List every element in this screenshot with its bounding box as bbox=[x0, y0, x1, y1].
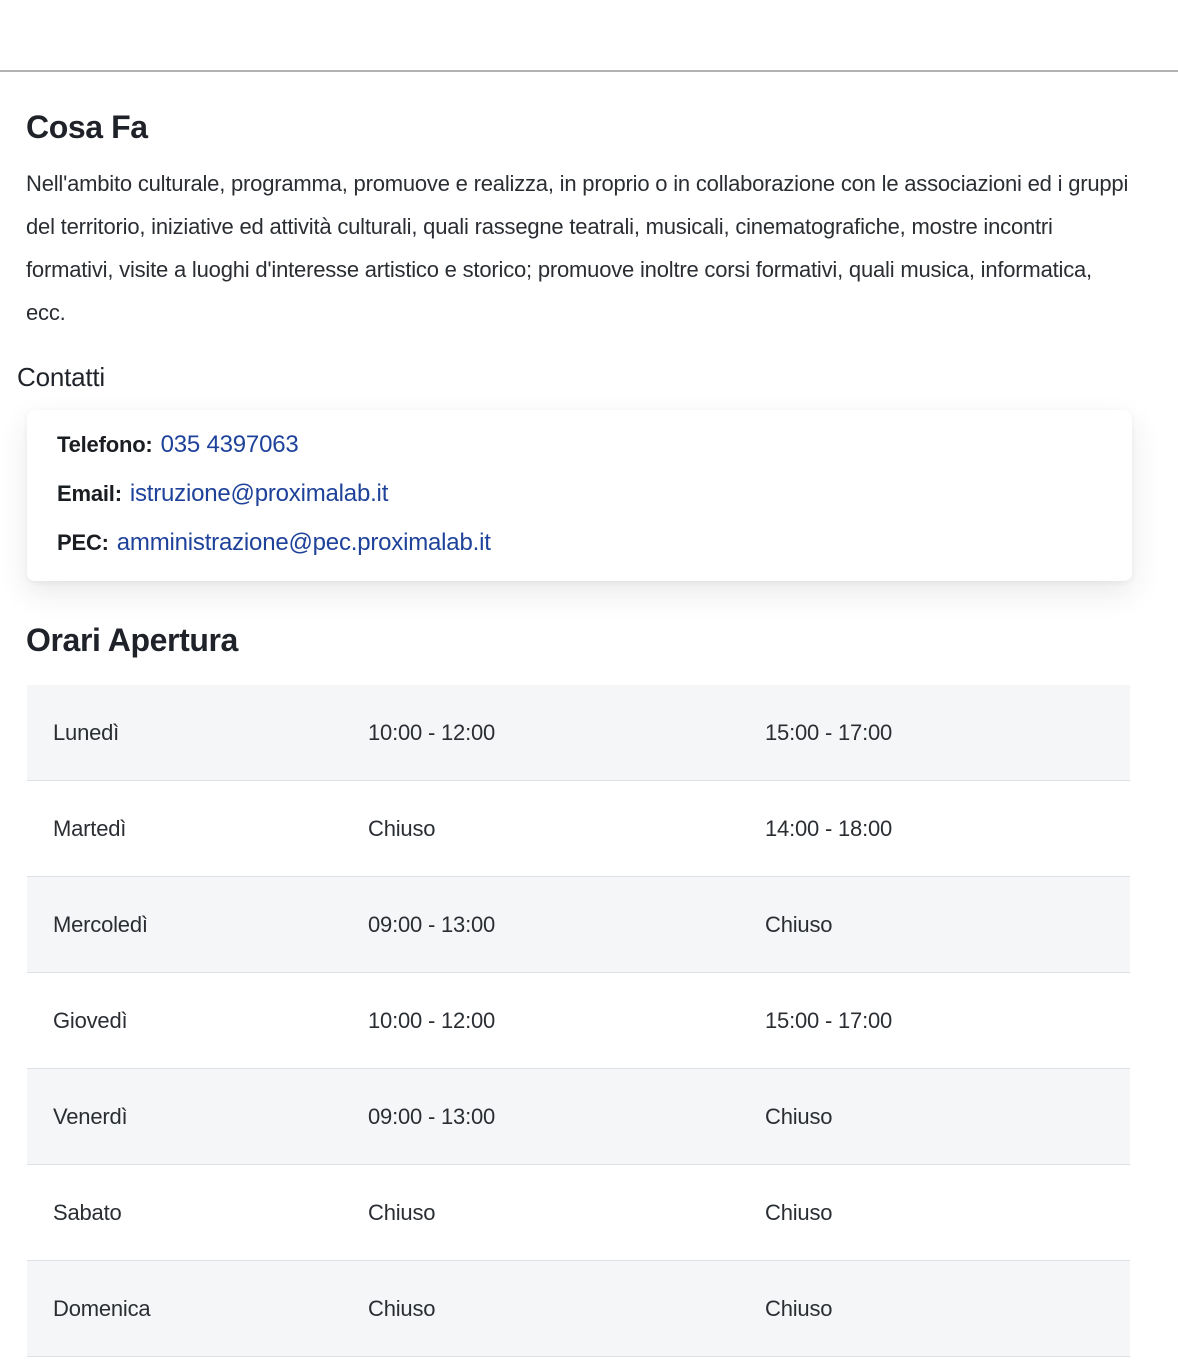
hours-cell-morning: Chiuso bbox=[368, 1199, 436, 1225]
hours-cell-day: Mercoledì bbox=[53, 911, 148, 937]
contact-label: PEC: bbox=[57, 530, 109, 555]
hours-cell-day: Giovedì bbox=[53, 1007, 128, 1033]
hours-cell-morning: 09:00 - 13:00 bbox=[368, 911, 496, 937]
cosa-fa-title: Cosa Fa bbox=[26, 109, 148, 145]
hours-cell-morning: 10:00 - 12:00 bbox=[368, 1007, 496, 1033]
contact-link[interactable]: istruzione@proximalab.it bbox=[129, 480, 389, 507]
orari-apertura-title: Orari Apertura bbox=[26, 622, 238, 658]
hours-row bbox=[27, 877, 1130, 973]
hours-cell-day: Martedì bbox=[53, 815, 127, 841]
hours-row bbox=[27, 1261, 1130, 1357]
section-contatti bbox=[0, 360, 1178, 581]
section-divider bbox=[0, 70, 1178, 72]
contact-card bbox=[27, 410, 1132, 581]
hours-cell-morning: 09:00 - 13:00 bbox=[368, 1103, 496, 1129]
hours-cell-morning: 10:00 - 12:00 bbox=[368, 719, 496, 745]
hours-row bbox=[27, 1069, 1130, 1165]
hours-cell-day: Venerdì bbox=[53, 1103, 128, 1129]
opening-hours-table bbox=[27, 685, 1130, 1357]
contact-row bbox=[57, 471, 1102, 520]
hours-cell-afternoon: 14:00 - 18:00 bbox=[765, 815, 893, 841]
hours-cell-afternoon: 15:00 - 17:00 bbox=[765, 719, 893, 745]
hours-cell-afternoon: Chiuso bbox=[765, 1295, 833, 1321]
hours-row bbox=[27, 781, 1130, 877]
cosa-fa-description: Nell'ambito culturale, programma, promuove e realizza, in proprio o in collaborazione con le associazioni ed i gruppi del territorio, iniziative ed attività culturali, quali rassegne teatrali, musicali, cinematografiche, mostre incontri formativi, visite a luoghi d'interesse artistico e storico; promuove inoltre corsi formativi, quali musica, informatica, ecc. bbox=[26, 171, 1129, 325]
section-cosa-fa bbox=[0, 106, 1178, 334]
hours-cell-day: Sabato bbox=[53, 1199, 122, 1225]
contact-row bbox=[57, 422, 1102, 471]
hours-cell-afternoon: Chiuso bbox=[765, 1199, 833, 1225]
hours-row bbox=[27, 1165, 1130, 1261]
hours-row bbox=[27, 973, 1130, 1069]
hours-row bbox=[27, 685, 1130, 781]
section-orari-apertura bbox=[0, 619, 1178, 1357]
contact-label: Email: bbox=[57, 481, 122, 506]
hours-cell-morning: Chiuso bbox=[368, 1295, 436, 1321]
hours-cell-day: Domenica bbox=[53, 1295, 151, 1321]
hours-cell-afternoon: Chiuso bbox=[765, 1103, 833, 1129]
hours-cell-afternoon: 15:00 - 17:00 bbox=[765, 1007, 893, 1033]
contact-label: Telefono: bbox=[57, 432, 153, 457]
contact-link[interactable]: amministrazione@pec.proximalab.it bbox=[116, 529, 491, 556]
hours-cell-afternoon: Chiuso bbox=[765, 911, 833, 937]
hours-cell-day: Lunedì bbox=[53, 719, 120, 745]
contatti-title: Contatti bbox=[17, 362, 106, 392]
hours-cell-morning: Chiuso bbox=[368, 815, 436, 841]
contact-link[interactable]: 035 4397063 bbox=[160, 431, 299, 458]
contact-row bbox=[57, 520, 1102, 569]
